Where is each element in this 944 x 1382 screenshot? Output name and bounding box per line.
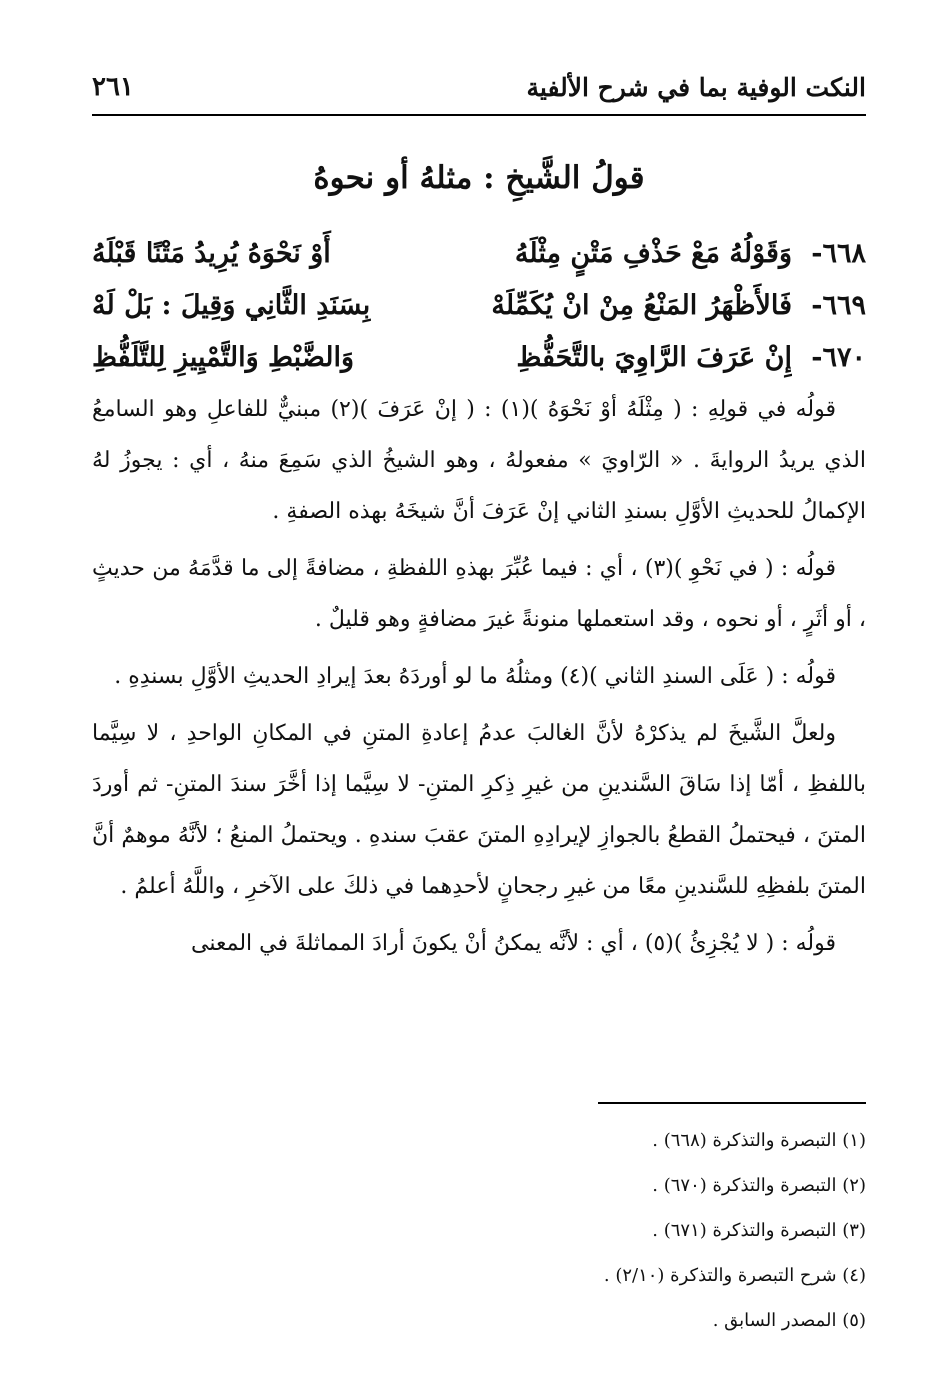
verse-block	[92, 228, 866, 384]
footnote-item: (١) التبصرة والتذكرة (٦٦٨) .	[652, 1130, 866, 1151]
footnote-item: (٥) المصدر السابق .	[712, 1310, 866, 1331]
book-title: النكت الوفية بما في شرح الألفية	[526, 73, 866, 102]
commentary-paragraph: ولعلَّ الشَّيخَ لم يذكرْهُ لأنَّ الغالبَ عدمُ إعادةِ المتنِ في المكانِ الواحدِ ، لا سِيَّما باللفظِ ، أمّا إذا سَاقَ السَّندينِ من غيرِ ذِكرِ المتنِ- لا سِيَّما إذا أخَّرَ سندَ المتنِ- ثم أوردَ المتنَ ، فيحتملُ القطعُ بالجوازِ لإيرادِهِ المتنَ عقبَ سندهِ . ويحتملُ المنعُ ؛ لأنَّهُ موهمٌ أنَّ المتنَ بلفظِهِ للسَّندينِ معًا من غيرِ رجحانٍ لأحدِهما في ذلكَ على الآخرِ ، واللَّهُ أعلمُ .	[92, 721, 866, 899]
verse-line	[92, 228, 866, 280]
header-divider	[92, 114, 866, 116]
running-header	[92, 60, 866, 106]
footnote-item: (٤) شرح التبصرة والتذكرة (٢/١٠) .	[603, 1265, 866, 1286]
commentary-paragraph: قولُه : ( لا يُجْزِئُ )(٥) ، أي : لأنَّه يمكنُ أنْ يكونَ أرادَ المماثلةَ في المعنى	[191, 931, 836, 956]
footnote-item: (٣) التبصرة والتذكرة (٦٧١) .	[652, 1220, 866, 1241]
verse-second-hemistich: بِسَنَدِ الثَّانِي وَقِيلَ : بَلْ لَهْ	[92, 290, 371, 321]
commentary-paragraph: قولُه في قولِهِ : ( مِثْلَهُ أوْ نَحْوَهُ )(١) : ( إنْ عَرَفَ )(٢) مبنيٌّ للفاعلِ وهو السامعُ الذي يريدُ الروايةَ . « الرّاويَ » مفعولهُ ، وهو الشيخُ الذي سَمِعَ منهُ ، أي : يجوزُ لهُ الإكمالُ للحديثِ الأوَّلِ بسندِ الثاني إنْ عَرَفَ أنَّ شيخَهُ بهذه الصفةِ .	[92, 397, 866, 524]
verse-first-hemistich: فَالأَظْهَرُ المَنْعُ مِنْ انْ يُكَمِّلَهْ	[491, 290, 792, 321]
verse-number: ٦٧٠-	[811, 342, 866, 373]
verse-number: ٦٦٨-	[811, 238, 866, 269]
verse-line	[92, 280, 866, 332]
commentary-paragraph: قولُه : ( عَلَى السندِ الثاني )(٤) ومثلُهُ ما لو أوردَهُ بعدَ إيرادِ الحديثِ الأوَّلِ بسندِهِ .	[114, 664, 836, 689]
commentary-paragraph: قولُه : ( في نَحْوِ )(٣) ، أي : فيما عُبِّرَ بهذهِ اللفظةِ ، مضافةً إلى ما قدَّمَهُ من حديثٍ ، أو أثَرٍ ، أو نحوه ، وقد استعملها منونةً غيرَ مضافةٍ وهو قليلٌ .	[92, 556, 866, 632]
verse-second-hemistich: أَوْ نَحْوَهُ يُرِيدُ مَتْنًا قَبْلَهُ	[92, 238, 331, 269]
verse-second-hemistich: وَالضَّبْطِ وَالتَّمْيِيزِ لِلتَّلَفُّظِ	[92, 342, 355, 373]
footnotes	[92, 1118, 866, 1343]
page-number: ٢٦١	[92, 72, 134, 102]
verse-line	[92, 332, 866, 384]
verse-number: ٦٦٩-	[811, 290, 866, 321]
commentary-body	[92, 384, 866, 969]
footnote-item: (٢) التبصرة والتذكرة (٦٧٠) .	[652, 1175, 866, 1196]
verse-first-hemistich: وَقَوْلُهُ مَعْ حَذْفِ مَتْنٍ مِثْلَهُ	[514, 238, 792, 269]
section-heading: قولُ الشَّيخِ : مثلهُ أو نحوهُ	[313, 160, 645, 196]
footnote-divider	[598, 1102, 866, 1104]
verse-first-hemistich: إِنْ عَرَفَ الرَّاوِيَ بالتَّحَفُّظِ	[516, 342, 792, 373]
